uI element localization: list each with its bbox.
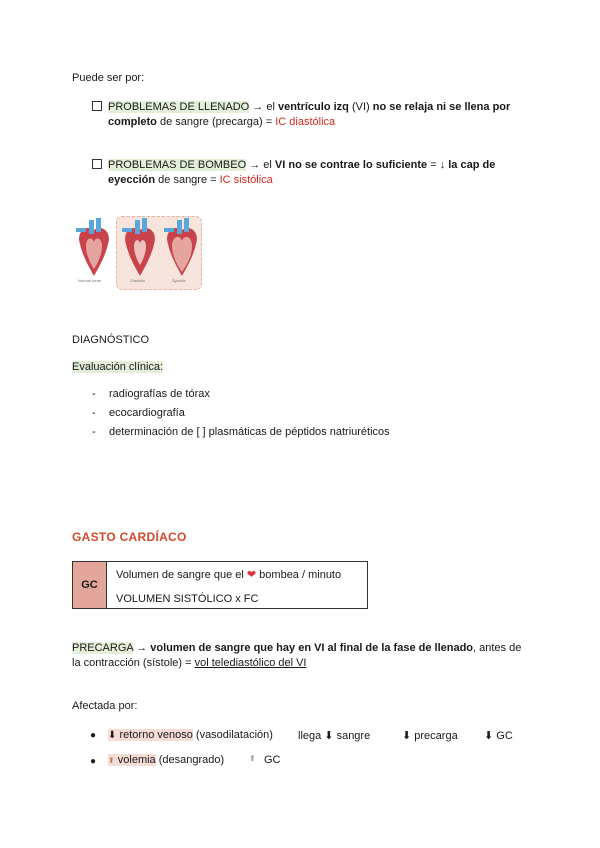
heart-systolic-icon <box>164 218 197 276</box>
precarga-label: PRECARGA <box>72 642 134 654</box>
hearts-illustration <box>72 214 202 290</box>
gasto-title: GASTO CARDÍACO <box>72 530 187 544</box>
arrow-up-icon: ⬆ <box>108 756 115 765</box>
bullet2-col1 <box>108 754 224 766</box>
diag-item-text: radiografías de tórax <box>109 388 210 400</box>
rest-text: de sangre = <box>158 174 217 186</box>
bullet-dot: ● <box>90 756 97 767</box>
arrow-text: → el <box>252 101 275 113</box>
checkbox-llenado[interactable] <box>92 101 102 111</box>
rest-text: , antes de <box>473 642 522 654</box>
bullet1-col4: ⬇ GC <box>484 730 513 742</box>
heart-normal-icon <box>76 218 109 276</box>
equals-text: = <box>430 159 437 171</box>
paren-text: (desangrado) <box>158 754 225 766</box>
gc-table <box>72 561 368 609</box>
bullet-dot: ● <box>90 730 97 741</box>
ic-diastolica: IC diastólica <box>275 116 336 128</box>
bold-text: eyección <box>108 174 156 186</box>
paren-text: (vasodilatación) <box>195 729 273 741</box>
diag-subtitle <box>72 361 163 373</box>
intro-text: Puede ser por: <box>72 72 145 84</box>
diag-title: DIAGNÓSTICO <box>72 334 150 346</box>
ic-sistolica: IC sistólica <box>219 174 273 186</box>
heart-diastolic-icon <box>122 218 155 276</box>
diag-subtitle-text: Evaluación clínica: <box>72 361 164 373</box>
heart-label-systolic: Systolic <box>172 278 186 283</box>
bold-text: ventrículo izq <box>277 101 349 113</box>
paren-text: (VI) <box>351 101 370 113</box>
item-bombeo <box>92 158 532 173</box>
checkbox-bombeo[interactable] <box>92 159 102 169</box>
item-llenado <box>92 100 532 115</box>
bold-text: ↓ la cap de <box>439 159 496 171</box>
heart-label-diastolic: Diastolic <box>130 278 146 283</box>
bullet1-col3: ⬇ precarga <box>402 730 458 742</box>
gc-line-1 <box>116 568 341 581</box>
volemia: volemia <box>117 754 156 766</box>
label-llenado: PROBLEMAS DE LLENADO <box>108 101 250 113</box>
diag-item-text: determinación de [ ] plasmáticas de péptidos natriuréticos <box>109 426 390 438</box>
gc-line-2: VOLUMEN SISTÓLICO x FC <box>116 593 259 605</box>
bold-text: volumen de sangre que hay en VI al final de la fase de llenado <box>150 642 474 654</box>
item-llenado-line2 <box>108 115 335 130</box>
bold-text: no se relaja ni se llena por <box>372 101 511 113</box>
precarga-line1 <box>72 641 521 656</box>
bold-text: VI no se contrae lo suficiente <box>274 159 428 171</box>
diag-item-text: ecocardiografía <box>109 407 185 419</box>
gc-line1b: bombea / minuto <box>259 569 342 581</box>
arrow-text: → <box>136 642 148 654</box>
gc-line1a: Volumen de sangre que el <box>116 569 244 581</box>
afectada-text: Afectada por: <box>72 700 138 712</box>
rest-text: la contracción (sístole) = <box>72 657 192 669</box>
item-bombeo-line2 <box>108 173 273 188</box>
heart-icon: ❤ <box>246 569 257 581</box>
bullet1-col2: llega ⬇ sangre <box>298 730 371 742</box>
gc-cell: GC <box>73 562 107 608</box>
bold-text: completo <box>108 116 157 128</box>
arrow-up-icon: ⬆ <box>249 754 256 763</box>
vol-telediastolico: vol telediastólico del VI <box>194 657 307 669</box>
label-bombeo: PROBLEMAS DE BOMBEO <box>108 159 247 171</box>
heart-label-normal: Normal heart <box>78 278 102 283</box>
bullet2-col3: GC <box>264 754 281 766</box>
arrow-text: → el <box>249 159 272 171</box>
arrow-down-icon: ⬇ <box>108 730 117 741</box>
rest-text: de sangre (precarga) = <box>159 116 273 128</box>
precarga-line2 <box>72 656 307 671</box>
retorno-venoso: retorno venoso <box>119 729 193 741</box>
bullet1-col1 <box>108 729 273 741</box>
